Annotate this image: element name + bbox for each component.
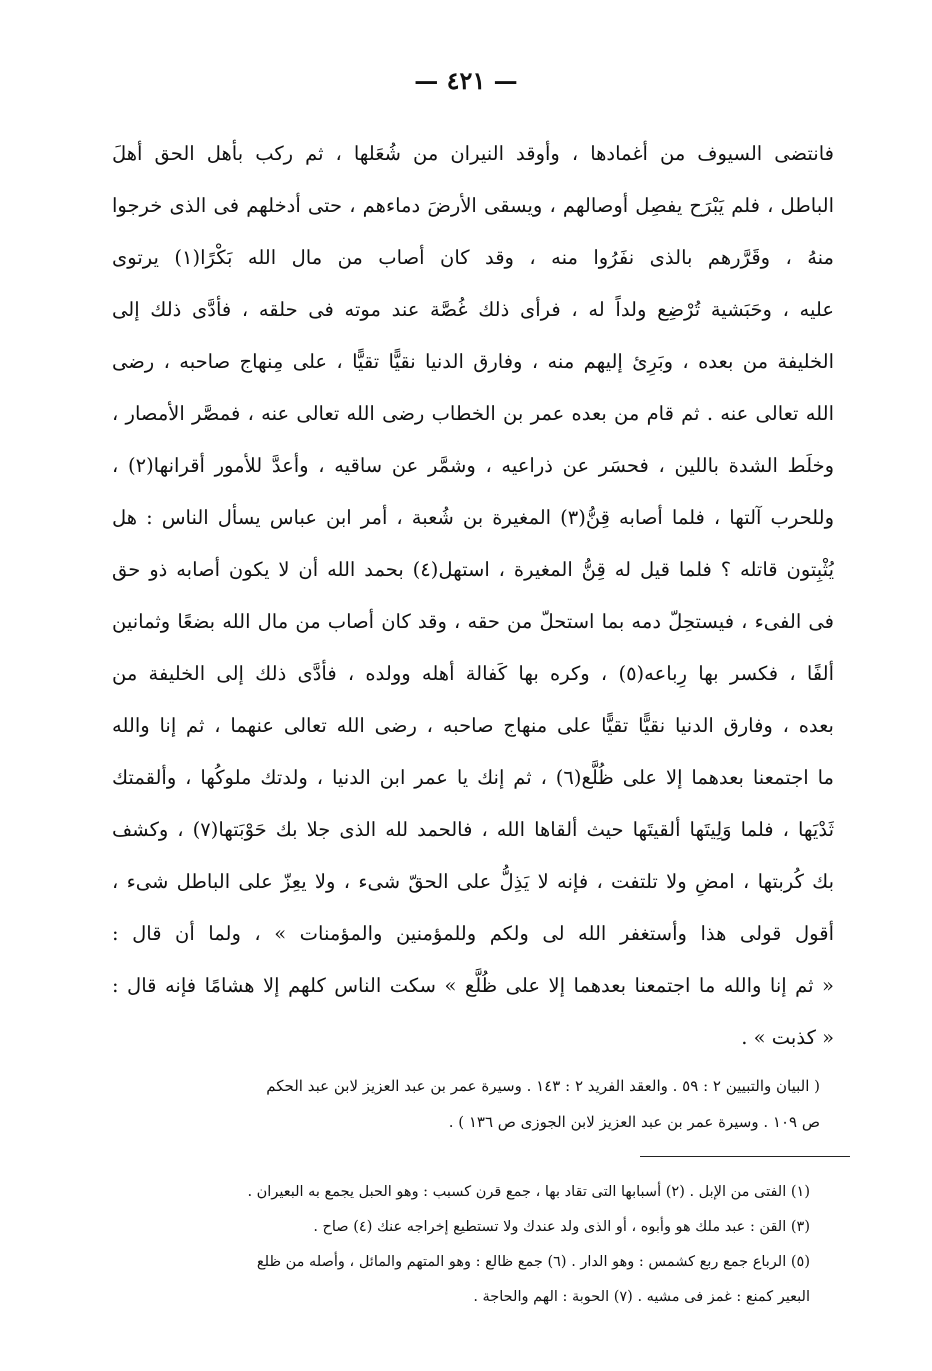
footnote-line: (١) الفتى من الإبل . (٢) أسبابها التى تقاد بها ، جمع قرن كسبب : وهو الحبل يجمع به البعيران . — [247, 1184, 810, 1200]
text-line: يُثْبِتون قاتله ؟ فلما قيل له قِنُّ المغيرة ، استهل(٤) بحمد الله أن لا يكون أصابه ذو حق — [112, 558, 834, 581]
footnote-line: (٥) الرباع جمع ربع كشمس : وهو الدار . (٦) جمع ظالع : وهو المتهم والمائل ، وأصله من ظلع — [256, 1254, 810, 1270]
text-line: ثَدْيَها ، فلما وَلِيتَها ألقيتَها حيث ألقاها الله ، فالحمد لله الذى جلا بك حَوْبَتها(٧) ، وكشف — [112, 818, 834, 841]
text-line: بك كُربتها ، امضِ ولا تلتفت ، فإنه لا يَذِلُّ على الحقّ شىء ، ولا يعِزّ على الباطل شىء ، — [112, 870, 834, 893]
text-line: وللحرب آلتها ، فلما أصابه قِنُّ(٣) المغيرة بن شُعبة ، أمر ابن عباس يسأل الناس : هل — [112, 506, 834, 529]
text-line: فى الفىء ، فيستحِلّ دمه بما استحلّ من حقه ، وقد كان أصاب من مال الله بضعًا وثمانين — [112, 610, 834, 633]
text-line: بعده ، وفارق الدنيا نقيًّا تقيًّا على منهاج صاحبه ، رضى الله تعالى عنهما ، ثم إنا والله — [112, 714, 834, 737]
text-line: ما اجتمعنا بعدهما إلا على ظُلَّع(٦) ، ثم إنك يا عمر ابن الدنيا ، ولدتك ملوكُها ، وألقمتك — [112, 766, 834, 789]
text-line: « ثم إنا والله ما اجتمعنا بعدهما إلا على ظُلَّع » سكت الناس كلهم إلا هشامًا فإنه قال : — [112, 974, 834, 997]
text-line: ألفًا ، فكسر بها رِباعه(٥) ، وكره بها كَفالة أهله وولده ، فأدَّى ذلك إلى الخليفة من — [112, 662, 834, 685]
text-line: وخلَط الشدة باللين ، فحسَر عن ذراعيه ، وشمَّر عن ساقيه ، وأعدَّ للأمور أقرانها(٢) ، — [112, 454, 834, 477]
footnote-line: البعير كمنع : غمز فى مشيه . (٧) الحوبة : الهم والحاجة . — [473, 1289, 810, 1305]
citation-line: ( البيان والتبيين ٢ : ٥٩ . والعقد الفريد ٢ : ١٤٣ . وسيرة عمر بن عبد العزيز لابن عبد الحكم — [266, 1077, 820, 1095]
text-line: عليه ، وحَبَشية تُرْضِع ولداً له ، فرأى ذلك غُصَّة عند موته فى حلقه ، فأدَّى ذلك إلى — [112, 298, 834, 321]
text-line: أقول قولى هذا وأستغفر الله لى ولكم وللمؤمنين والمؤمنات » ، ولما أن قال : — [112, 922, 834, 945]
citation-line: ص ١٠٩ . وسيرة عمر بن عبد العزيز لابن الجوزى ص ١٣٦ ) . — [448, 1113, 820, 1131]
page-number: — ٤٢١ — — [414, 66, 518, 95]
source-citation — [150, 1068, 820, 1140]
text-line: فانتضى السيوف من أغمادها ، وأوقد النيران من شُعَلها ، ثم ركب بأهل الحق أهلَ — [112, 142, 834, 165]
main-text — [112, 128, 834, 1064]
footnote-divider — [640, 1156, 850, 1157]
footnote-line: (٣) القن : عبد ملك هو وأبوه ، أو الذى ولد عندك ولا تستطيع إخراجه عنك (٤) صاح . — [313, 1219, 810, 1235]
text-line: الله تعالى عنه . ثم قام من بعده عمر بن الخطاب رضى الله تعالى عنه ، فمصَّر الأمصار ، — [112, 402, 834, 425]
footnotes — [118, 1175, 810, 1315]
text-line: الباطل ، فلم يَبْرَح يفصِل أوصالهم ، ويسقى الأرضَ دماءهم ، حتى أدخلهم فى الذى خرجوا — [112, 194, 834, 217]
text-line: « كذبت » . — [741, 1026, 834, 1049]
text-line: منهُ ، وقَرَّرهم بالذى نفَرُوا منه ، وقد كان أصاب من مال الله بَكْرًا(١) يرتوى — [112, 246, 834, 269]
text-line: الخليفة من بعده ، وبَرِئ إليهم منه ، وفارق الدنيا نقيًّا تقيًّا ، على مِنهاج صاحبه ، رضى — [112, 350, 834, 373]
